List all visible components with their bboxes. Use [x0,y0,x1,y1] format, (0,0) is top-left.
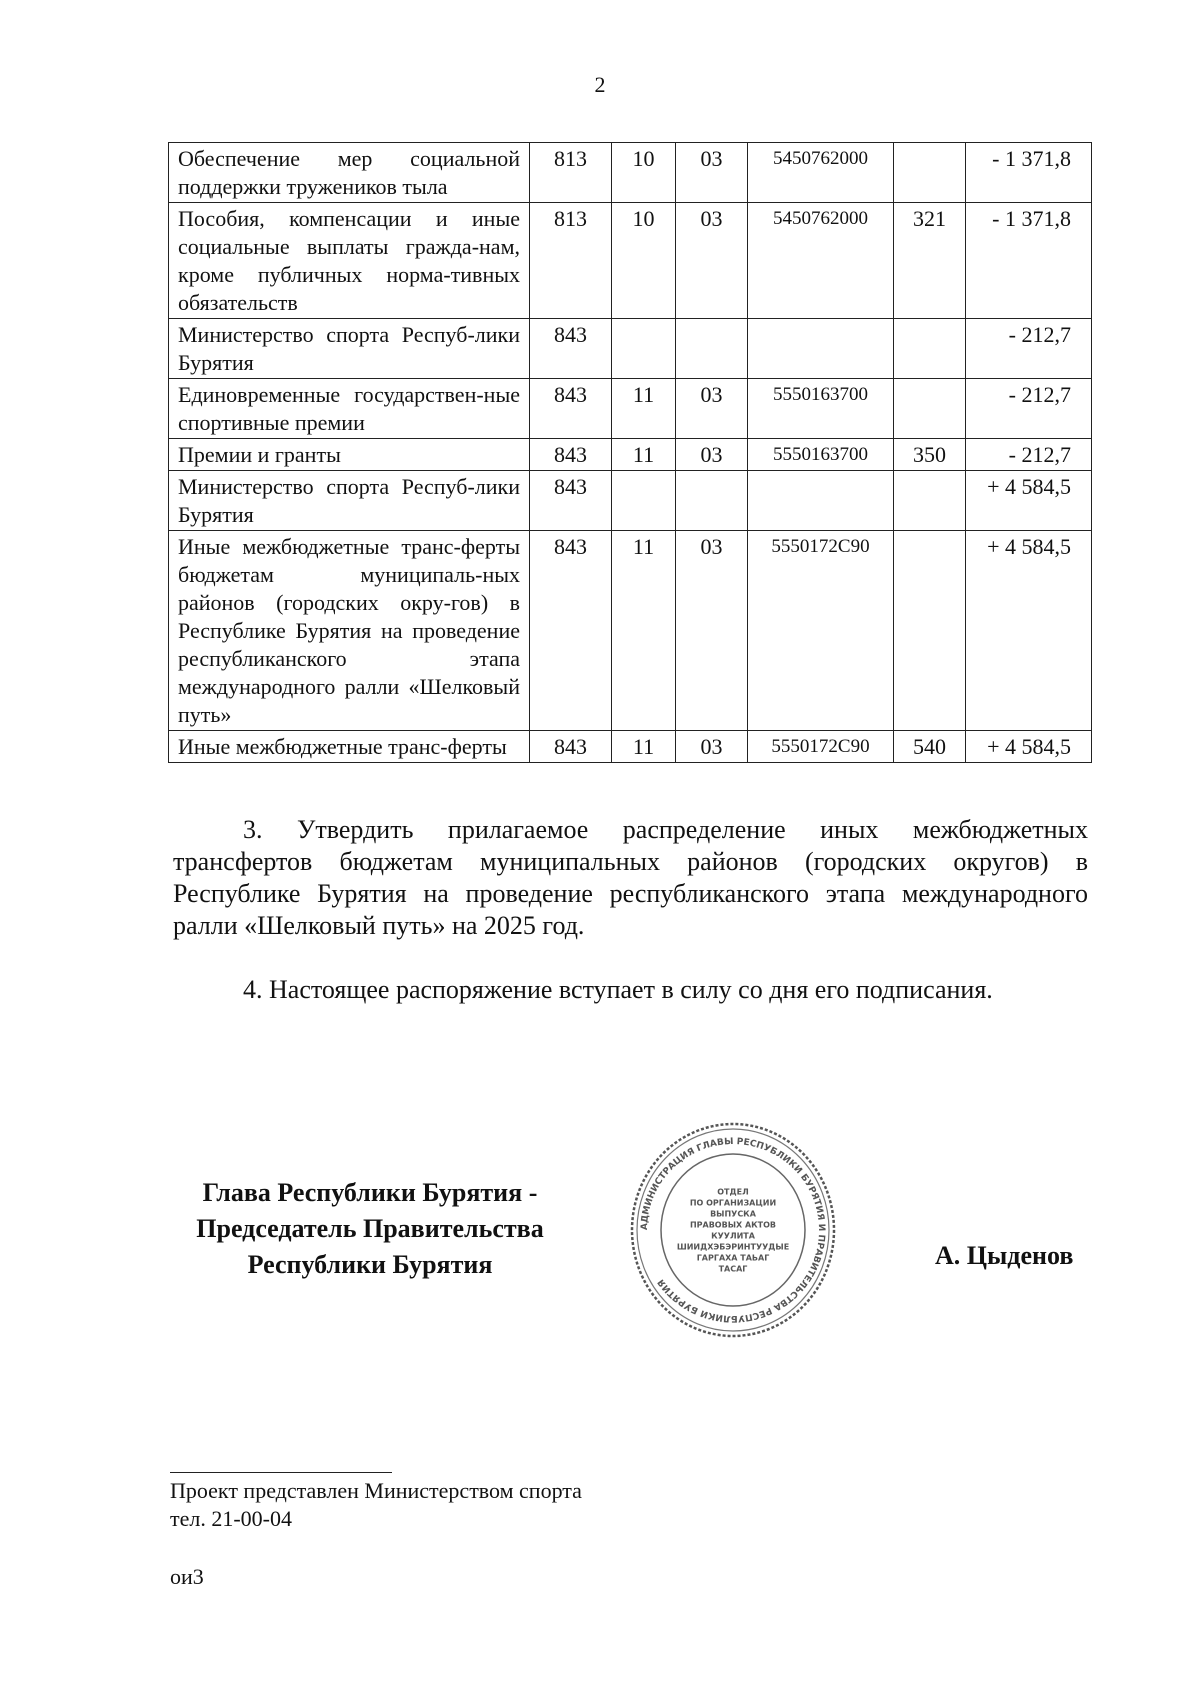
cell-name: Пособия, компенсации и иные социальные выплаты гражда-нам, кроме публичных норма-тивных обязательств [169,203,530,319]
footnote [170,1477,582,1533]
signature-title-line-3: Республики Бурятия [247,1250,493,1279]
paragraph-3: 3. Утвердить прилагаемое распределение иных межбюджетных трансфертов бюджетам муниципальных районов (городских округов) в Республике Бурятия на проведение республиканского этапа международного ралли «Шелковый путь» на 2025 год. [173,815,1088,940]
cell-amount: - 1 371,8 [966,203,1092,319]
cell-amount: - 1 371,8 [966,143,1092,203]
cell-target: 5450762000 [748,203,894,319]
cell-name: Иные межбюджетные транс-ферты бюджетам муниципаль-ных районов (городских окру-гов) в Республике Бурятия на проведение республиканского этапа международного ралли «Шелковый путь» [169,531,530,731]
cell-subsection: 03 [676,731,748,763]
cell-name: Единовременные государствен-ные спортивные премии [169,379,530,439]
cell-ministry: 843 [530,731,612,763]
cell-name: Обеспечение мер социальной поддержки тружеников тыла [169,143,530,203]
cell-section: 11 [612,531,676,731]
cell-type: 350 [894,439,966,471]
cell-amount: - 212,7 [966,319,1092,379]
cell-ministry: 843 [530,439,612,471]
cell-amount: + 4 584,5 [966,531,1092,731]
svg-text:АДМИНИСТРАЦИЯ ГЛАВЫ РЕСПУБЛИКИ: АДМИНИСТРАЦИЯ ГЛАВЫ РЕСПУБЛИКИ БУРЯТИЯ И ПРАВИТЕЛЬСТВА РЕСПУБЛИКИ БУРЯТИЯ [639,1136,827,1324]
cell-target: 5550163700 [748,439,894,471]
cell-subsection: 03 [676,203,748,319]
cell-section: 11 [612,439,676,471]
cell-target [748,319,894,379]
footnote-divider [170,1472,392,1473]
budget-table [168,142,1092,763]
cell-amount: - 212,7 [966,439,1092,471]
cell-name: Министерство спорта Респуб-лики Бурятия [169,471,530,531]
cell-section [612,319,676,379]
cell-amount: + 4 584,5 [966,731,1092,763]
cell-section [612,471,676,531]
cell-section: 11 [612,379,676,439]
table-row [169,379,1092,439]
cell-ministry: 843 [530,379,612,439]
svg-text:ВЫПУСКА: ВЫПУСКА [710,1209,756,1219]
cell-type: 540 [894,731,966,763]
svg-text:ГАРГАХА ТАЬАГ: ГАРГАХА ТАЬАГ [696,1253,770,1263]
cell-type [894,143,966,203]
cell-type: 321 [894,203,966,319]
table-row [169,319,1092,379]
cell-section: 11 [612,731,676,763]
cell-subsection: 03 [676,439,748,471]
cell-target: 5450762000 [748,143,894,203]
cell-section: 10 [612,203,676,319]
table-row [169,471,1092,531]
cell-type [894,531,966,731]
cell-name: Иные межбюджетные транс-ферты [169,731,530,763]
cell-amount: + 4 584,5 [966,471,1092,531]
cell-target [748,471,894,531]
cell-amount: - 212,7 [966,379,1092,439]
table-row [169,439,1092,471]
cell-ministry: 843 [530,471,612,531]
signature-title-line-2: Председатель Правительства [196,1214,544,1243]
cell-section: 10 [612,143,676,203]
svg-text:ШИИДХЭБЭРИНТУУДЫЕ: ШИИДХЭБЭРИНТУУДЫЕ [676,1242,790,1252]
table-row [169,203,1092,319]
cell-subsection: 03 [676,143,748,203]
cell-target: 5550172С90 [748,731,894,763]
cell-type [894,379,966,439]
document-code: ои3 [170,1564,204,1589]
cell-ministry: 813 [530,143,612,203]
signature-title-line-1: Глава Республики Бурятия - [202,1178,538,1207]
svg-text:ОТДЕЛ: ОТДЕЛ [717,1187,749,1197]
cell-target: 5550172С90 [748,531,894,731]
footnote-line-2: тел. 21-00-04 [170,1506,293,1531]
cell-subsection: 03 [676,379,748,439]
table-row [169,731,1092,763]
cell-name: Премии и гранты [169,439,530,471]
svg-text:КУУЛИТА: КУУЛИТА [711,1231,755,1241]
paragraph-4: 4. Настоящее распоряжение вступает в силу со дня его подписания. [243,975,993,1004]
svg-text:ТАСАГ: ТАСАГ [718,1264,748,1274]
table-row [169,531,1092,731]
official-seal-stamp [628,1118,838,1338]
svg-text:ПРАВОВЫХ АКТОВ: ПРАВОВЫХ АКТОВ [689,1220,777,1230]
svg-text:ПО ОРГАНИЗАЦИИ: ПО ОРГАНИЗАЦИИ [689,1198,777,1208]
cell-ministry: 813 [530,203,612,319]
cell-target: 5550163700 [748,379,894,439]
cell-type [894,319,966,379]
cell-ministry: 843 [530,531,612,731]
page-number: 2 [594,72,606,97]
cell-subsection [676,319,748,379]
signer-name: А. Цыденов [935,1241,1074,1270]
signature-title [170,1175,570,1283]
cell-name: Министерство спорта Респуб-лики Бурятия [169,319,530,379]
footnote-line-1: Проект представлен Министерством спорта [170,1478,582,1503]
cell-subsection [676,471,748,531]
table-row [169,143,1092,203]
cell-type [894,471,966,531]
budget-table-body [169,143,1092,763]
cell-subsection: 03 [676,531,748,731]
cell-ministry: 843 [530,319,612,379]
